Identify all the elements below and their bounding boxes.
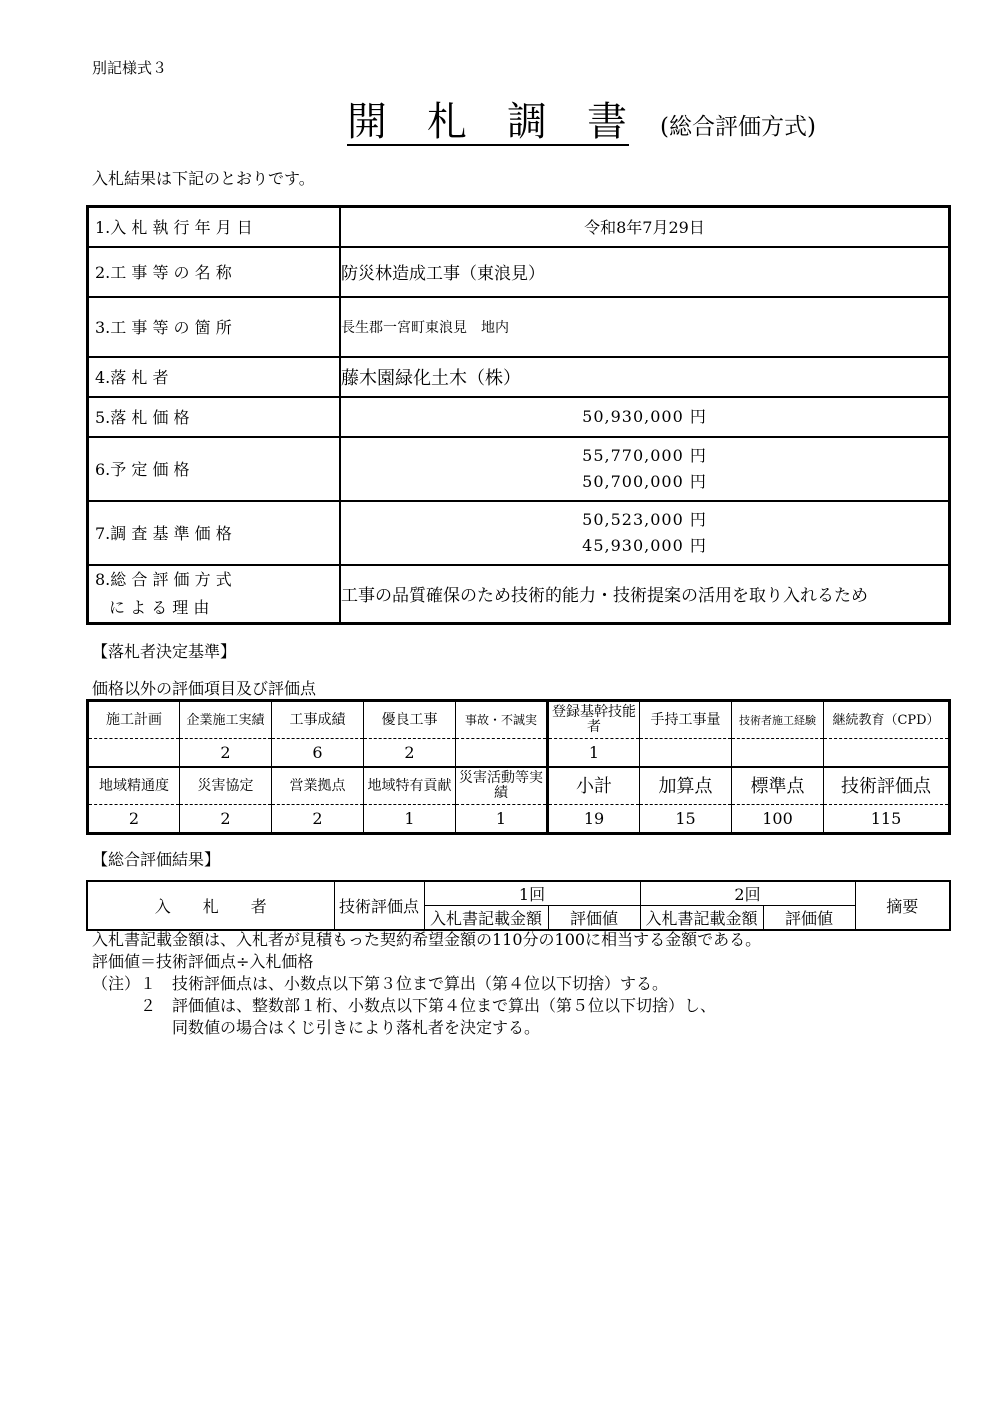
eval-value: 15 [640,805,732,834]
eval-value: 1 [456,805,548,834]
title-char: 書 [587,99,629,145]
eval-value: 2 [272,805,364,834]
eval-value-row-1 [88,739,950,768]
note-line-4: ２ 評価値は、整数部１桁、小数点以下第４位まで算出（第５位以下切捨）し、 [92,996,717,1015]
round-1-amount-header: 入札書記載金額 [424,906,548,931]
place-label: 3.工 事 等 の 箇 所 [88,297,341,357]
place-value: 長生郡一宮町東浪見 地内 [340,297,950,357]
survey-price-value-2: 45,930,000 円 [582,535,707,555]
survey-price-label: 7.調 査 基 準 価 格 [88,501,341,565]
result-table [86,880,951,931]
row-place [88,297,950,357]
winner-value: 藤木園緑化土木（株） [340,357,950,397]
eval-value: 6 [272,739,364,768]
eval-value [824,739,950,768]
reason-value: 工事の品質確保のため技術的能力・技術提案の活用を取り入れるため [340,565,950,624]
eval-header: 手持工事量 [640,701,732,739]
date-value: 令和8年7月29日 [340,207,950,247]
eval-header: 優良工事 [364,701,456,739]
title-char: 調 [507,99,549,145]
eval-value: 2 [180,805,272,834]
form-number: 別記様式３ [92,59,168,77]
row-planned-price [88,437,950,501]
eval-header: 施工計画 [88,701,180,739]
result-heading: 【総合評価結果】 [92,850,221,869]
planned-price-label: 6.予 定 価 格 [88,437,341,501]
note-line-2: 評価値＝技術評価点÷入札価格 [92,952,314,971]
eval-header: 事故・不誠実 [456,701,548,739]
eval-header: 小計 [548,767,640,805]
page-subtitle: (総合評価方式) [660,114,816,140]
row-winner [88,357,950,397]
bid-price-value: 50,930,000 円 [340,397,950,437]
eval-value: 2 [180,739,272,768]
reason-label-line-2: に よ る 理 由 [109,597,210,617]
remarks-header: 摘要 [855,881,950,930]
eval-value: 115 [824,805,950,834]
survey-price-values [340,501,950,565]
eval-header: 災害活動等実績 [456,767,548,805]
reason-label [88,565,341,624]
row-survey-price [88,501,950,565]
note-line-5: 同数値の場合はくじ引きにより落札者を決定する。 [92,1018,541,1037]
planned-price-value-1: 55,770,000 円 [582,445,707,465]
row-bid-price [88,397,950,437]
eval-header: 標準点 [732,767,824,805]
title-char: 開 [347,99,389,145]
eval-value: 1 [364,805,456,834]
eval-header-row-2 [88,767,950,805]
eval-header: 加算点 [640,767,732,805]
eval-header-row-1 [88,701,950,739]
date-label: 1.入 札 執 行 年 月 日 [88,207,341,247]
note-line-1: 入札書記載金額は、入札者が見積もった契約希望金額の110分の100に相当する金額である。 [92,930,762,949]
eval-value-row-2 [88,805,950,834]
page-title [347,100,629,146]
bid-info-table [86,205,951,625]
eval-header: 登録基幹技能者 [548,701,640,739]
round-2-value-header: 評価値 [763,906,855,931]
eval-header: 企業施工実績 [180,701,272,739]
name-label: 2.工 事 等 の 名 称 [88,247,341,297]
round-2-header: 2回 [640,881,855,906]
eval-header: 工事成績 [272,701,364,739]
eval-header: 技術者施工経験 [732,701,824,739]
title-char: 札 [427,99,469,145]
eval-heading: 価格以外の評価項目及び評価点 [92,679,317,698]
eval-header: 技術評価点 [824,767,950,805]
reason-label-line-1: 8.総 合 評 価 方 式 [95,569,232,589]
survey-price-value-1: 50,523,000 円 [582,509,707,529]
eval-value [732,739,824,768]
criteria-heading: 【落札者決定基準】 [92,642,237,661]
eval-header: 地域精通度 [88,767,180,805]
note-line-3: （注）１ 技術評価点は、小数点以下第３位まで算出（第４位以下切捨）する。 [92,974,669,993]
round-2-amount-header: 入札書記載金額 [640,906,763,931]
name-value: 防災林造成工事（東浪見） [340,247,950,297]
result-header-row-1 [87,881,950,906]
bidder-header: 入 札 者 [87,881,334,930]
eval-value: 2 [88,805,180,834]
row-name [88,247,950,297]
eval-header: 地域特有貢献 [364,767,456,805]
tech-score-header: 技術評価点 [334,881,424,930]
round-1-header: 1回 [424,881,640,906]
evaluation-table [86,699,951,835]
eval-value: 1 [548,739,640,768]
winner-label: 4.落 札 者 [88,357,341,397]
eval-value [88,739,180,768]
eval-header: 継続教育（CPD） [824,701,950,739]
eval-value: 2 [364,739,456,768]
planned-price-value-2: 50,700,000 円 [582,471,707,491]
eval-value [640,739,732,768]
row-date [88,207,950,247]
intro-text: 入札結果は下記のとおりです。 [92,169,315,188]
eval-value: 19 [548,805,640,834]
eval-value: 100 [732,805,824,834]
planned-price-values [340,437,950,501]
bid-price-label: 5.落 札 価 格 [88,397,341,437]
eval-header: 営業拠点 [272,767,364,805]
round-1-value-header: 評価値 [548,906,640,931]
eval-header: 災害協定 [180,767,272,805]
row-reason [88,565,950,624]
eval-value [456,739,548,768]
